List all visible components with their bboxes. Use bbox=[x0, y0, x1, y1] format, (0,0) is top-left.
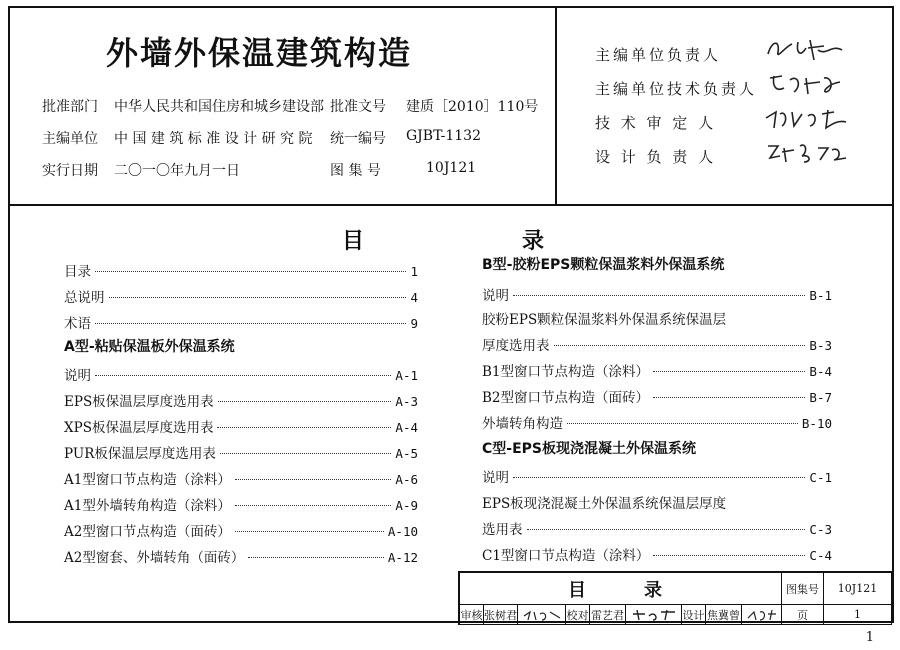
toc-entry[interactable] bbox=[64, 364, 418, 384]
toc-entry-page: A-5 bbox=[395, 446, 418, 461]
toc-entry[interactable] bbox=[64, 494, 418, 514]
leader-dots bbox=[95, 322, 406, 324]
toc-entry[interactable] bbox=[64, 260, 418, 280]
leader-dots bbox=[235, 478, 392, 480]
leader-dots bbox=[217, 426, 391, 428]
approval-doc-label: 批准文号 bbox=[330, 99, 386, 115]
section-c-heading: C型-EPS板现浇混凝土外保温系统 bbox=[482, 441, 696, 457]
toc-entry[interactable] bbox=[64, 520, 418, 540]
review-label: 审核 bbox=[460, 605, 484, 625]
toc-entry-label: PUR板保温层厚度选用表 bbox=[64, 446, 216, 462]
toc-entry-label: A1型窗口节点构造（涂料） bbox=[64, 472, 231, 488]
signature-4 bbox=[762, 138, 850, 166]
effective-date: 二〇一〇年九月一日 bbox=[114, 163, 240, 179]
toc-entry-label: B1型窗口节点构造（涂料） bbox=[482, 364, 650, 380]
leader-dots bbox=[554, 344, 806, 346]
toc-entry-page: B-10 bbox=[801, 416, 832, 431]
toc-entry[interactable] bbox=[64, 286, 418, 306]
signature-mark bbox=[522, 608, 562, 622]
resp-role-design-head: 设 计 负 责 人 bbox=[595, 148, 717, 166]
toc-entry-page: B-3 bbox=[809, 338, 832, 353]
title-block-title bbox=[460, 573, 782, 605]
atlas-no: 10J121 bbox=[426, 160, 477, 176]
toc-entry[interactable] bbox=[64, 442, 418, 462]
signature-1 bbox=[762, 36, 850, 64]
toc-entry-page: C-4 bbox=[809, 548, 832, 563]
title-block-atlas-label: 图集号 bbox=[782, 573, 824, 605]
approval-dept: 中华人民共和国住房和城乡建设部 bbox=[114, 99, 324, 115]
effective-date-label: 实行日期 bbox=[42, 163, 98, 179]
leader-dots bbox=[513, 294, 805, 296]
toc-entry[interactable] bbox=[64, 416, 418, 436]
toc-entry[interactable] bbox=[64, 546, 418, 566]
leader-dots bbox=[527, 528, 806, 530]
designer-name: 焦冀曾 bbox=[706, 605, 742, 625]
drawing-frame bbox=[8, 6, 894, 623]
toc-entry-label: EPS板保温层厚度选用表 bbox=[64, 394, 214, 410]
toc-entry-label: A2型窗口节点构造（面砖） bbox=[64, 524, 231, 540]
section-a-heading: A型-粘贴保温板外保温系统 bbox=[64, 339, 235, 355]
page-number: 1 bbox=[865, 630, 874, 645]
resp-role-editor-head: 主编单位负责人 bbox=[595, 46, 722, 64]
toc-entry-label: 术语 bbox=[64, 316, 91, 332]
title-block-title-right: 录 bbox=[644, 579, 662, 601]
header-divider bbox=[555, 8, 557, 204]
leader-dots bbox=[653, 554, 805, 556]
unified-no: GJBT-1132 bbox=[406, 128, 481, 144]
header-block bbox=[10, 8, 892, 206]
toc-entry-label: 说明 bbox=[482, 288, 509, 304]
designer-signature bbox=[742, 605, 782, 625]
toc-entry-page: 9 bbox=[410, 316, 418, 331]
design-label: 设计 bbox=[682, 605, 706, 625]
leader-dots bbox=[109, 296, 407, 298]
check-label: 校对 bbox=[566, 605, 590, 625]
toc-entry-label: 选用表 bbox=[482, 522, 523, 538]
leader-dots bbox=[653, 370, 805, 372]
toc-entry-label: 外墙转角构造 bbox=[482, 416, 563, 432]
toc-entry[interactable] bbox=[64, 468, 418, 488]
toc-entry[interactable] bbox=[482, 466, 832, 486]
checker-name: 雷艺君 bbox=[590, 605, 626, 625]
toc-heading-right: 录 bbox=[522, 229, 545, 254]
editor-unit-label: 主编单位 bbox=[42, 131, 98, 147]
atlas-no-label: 图 集 号 bbox=[330, 163, 381, 179]
toc-entry-page: 4 bbox=[410, 290, 418, 305]
page-label: 页 bbox=[782, 605, 824, 625]
page-title: 外墙外保温建筑构造 bbox=[106, 34, 413, 72]
toc-entry-label: 目录 bbox=[64, 264, 91, 280]
resp-role-reviewer: 技 术 审 定 人 bbox=[595, 114, 717, 132]
reviewer-name: 张树君 bbox=[484, 605, 518, 625]
title-block-atlas-value: 10J121 bbox=[824, 573, 892, 605]
toc-entry-label: C1型窗口节点构造（涂料） bbox=[482, 548, 650, 564]
toc-entry[interactable] bbox=[482, 386, 832, 406]
toc-entry-page: A-3 bbox=[395, 394, 418, 409]
leader-dots bbox=[235, 530, 384, 532]
toc-entry-page: A-6 bbox=[395, 472, 418, 487]
toc-entry[interactable] bbox=[64, 390, 418, 410]
toc-entry-label: 说明 bbox=[64, 368, 91, 384]
toc-entry-page: A-4 bbox=[395, 420, 418, 435]
leader-dots bbox=[95, 270, 406, 272]
leader-dots bbox=[235, 504, 392, 506]
approval-dept-label: 批准部门 bbox=[42, 99, 98, 115]
page-value: 1 bbox=[824, 605, 892, 625]
title-block bbox=[458, 571, 892, 625]
toc-entry-page: B-7 bbox=[809, 390, 832, 405]
toc-entry[interactable] bbox=[482, 360, 832, 380]
toc-entry[interactable] bbox=[482, 284, 832, 304]
toc-entry-label: 总说明 bbox=[64, 290, 105, 306]
toc-entry-label: A2型窗套、外墙转角（面砖） bbox=[64, 550, 245, 566]
toc-entry[interactable] bbox=[482, 518, 832, 538]
toc-heading-left: 目 bbox=[342, 229, 365, 254]
leader-dots bbox=[567, 422, 798, 424]
checker-signature bbox=[626, 605, 682, 625]
signature-mark bbox=[746, 608, 778, 622]
toc-entry[interactable] bbox=[64, 312, 418, 332]
toc-entry-page: B-1 bbox=[809, 288, 832, 303]
toc-entry-page: B-4 bbox=[809, 364, 832, 379]
leader-dots bbox=[95, 374, 391, 376]
signature-3 bbox=[762, 104, 850, 132]
toc-entry-label: XPS板保温层厚度选用表 bbox=[64, 420, 214, 436]
toc-entry-label-line1: 胶粉EPS颗粒保温浆料外保温系统保温层 bbox=[482, 312, 727, 328]
toc-entry-label: A1型外墙转角构造（涂料） bbox=[64, 498, 231, 514]
toc-entry[interactable] bbox=[482, 544, 832, 564]
toc-entry-label: 说明 bbox=[482, 470, 509, 486]
toc-entry-page: C-3 bbox=[809, 522, 832, 537]
toc-entry-page: A-1 bbox=[395, 368, 418, 383]
toc-entry-label: 厚度选用表 bbox=[482, 338, 550, 354]
toc-entry-page: C-1 bbox=[809, 470, 832, 485]
editor-unit: 中 国 建 筑 标 准 设 计 研 究 院 bbox=[114, 131, 313, 147]
leader-dots bbox=[218, 400, 392, 402]
approval-doc: 建质［2010］110号 bbox=[406, 99, 539, 115]
toc-entry-label: B2型窗口节点构造（面砖） bbox=[482, 390, 650, 406]
section-b-heading: B型-胶粉EPS颗粒保温浆料外保温系统 bbox=[482, 257, 725, 273]
signature-2 bbox=[762, 70, 850, 98]
toc-entry-page: A-12 bbox=[387, 550, 418, 565]
reviewer-signature bbox=[518, 605, 566, 625]
unified-no-label: 统一编号 bbox=[330, 131, 386, 147]
toc-entry-page: A-10 bbox=[387, 524, 418, 539]
leader-dots bbox=[220, 452, 392, 454]
toc-entry[interactable] bbox=[482, 412, 832, 432]
toc-entry-page: 1 bbox=[410, 264, 418, 279]
title-block-title-left: 目 bbox=[568, 579, 586, 601]
leader-dots bbox=[653, 396, 805, 398]
leader-dots bbox=[513, 476, 805, 478]
toc-entry[interactable] bbox=[482, 334, 832, 354]
signature-mark bbox=[631, 608, 677, 622]
toc-entry-label-line1: EPS板现浇混凝土外保温系统保温层厚度 bbox=[482, 496, 727, 512]
toc-entry-page: A-9 bbox=[395, 498, 418, 513]
resp-role-tech-head: 主编单位技术负责人 bbox=[595, 80, 758, 98]
leader-dots bbox=[248, 556, 384, 558]
